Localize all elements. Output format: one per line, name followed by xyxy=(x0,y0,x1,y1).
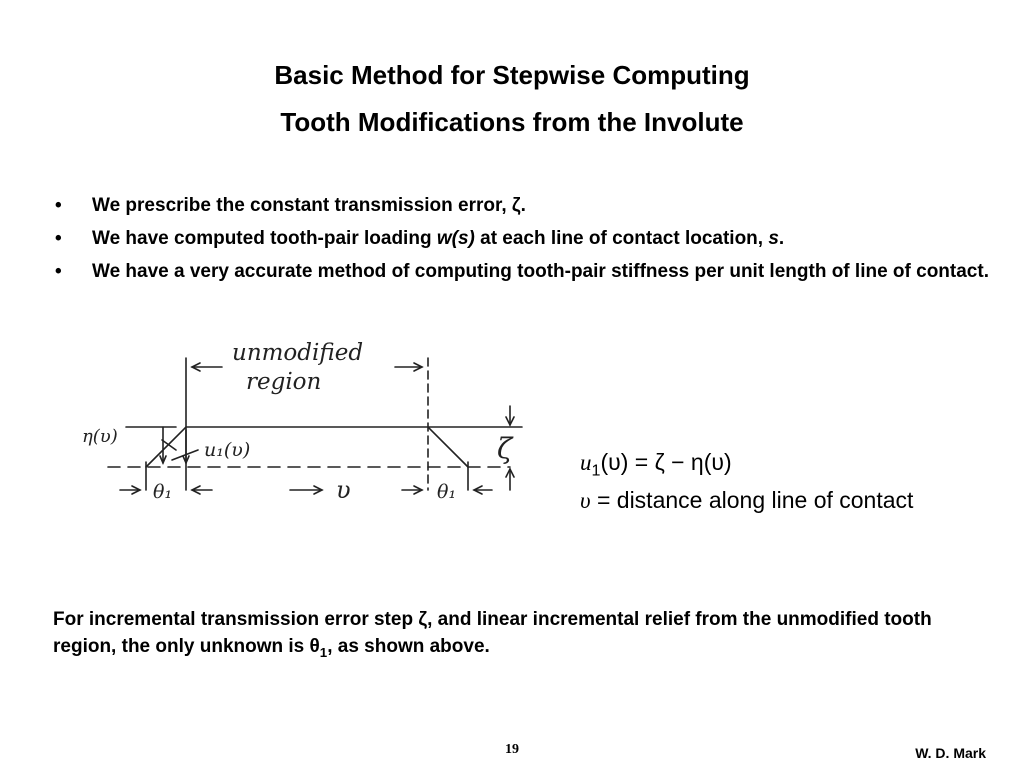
tooth-modification-diagram xyxy=(0,330,560,520)
label-u1: u₁(υ) xyxy=(204,439,251,461)
location-symbol: s xyxy=(768,228,779,249)
label-v: υ xyxy=(336,476,351,504)
page-number: 19 xyxy=(505,742,519,757)
loading-symbol: w(s) xyxy=(436,228,475,249)
label-unmodified: unmodified xyxy=(232,340,364,366)
label-theta-left: θ₁ xyxy=(153,481,173,503)
tooth-profile xyxy=(146,427,468,467)
bullet-marker: • xyxy=(55,195,62,216)
slide-title-line2: Tooth Modifications from the Involute xyxy=(280,107,744,137)
author-name: W. D. Mark xyxy=(915,745,986,761)
bullet-item: • We have computed tooth-pair loading w(s) at each line of contact location, s. xyxy=(52,225,992,252)
zeta-symbol: ζ xyxy=(511,195,521,216)
theta-symbol: θ xyxy=(309,636,320,657)
bullet-marker: • xyxy=(55,261,62,282)
bullet-item: • We prescribe the constant transmission error, ζ. xyxy=(52,192,992,219)
label-region: region xyxy=(246,369,322,395)
label-eta: η(υ) xyxy=(82,426,118,447)
label-theta-right: θ₁ xyxy=(437,481,457,503)
bullet-list xyxy=(52,192,992,291)
zeta-symbol: ζ xyxy=(418,609,428,630)
bullet-marker: • xyxy=(55,228,62,249)
bullet-item: • We have a very accurate method of computing tooth-pair stiffness per unit length of line of contact. xyxy=(52,258,992,285)
slide-title-line1: Basic Method for Stepwise Computing xyxy=(274,60,750,90)
conclusion-text: For incremental transmission error step ζ, and linear incremental relief from the unmodified tooth region, the only unknown is $\theta_1$, as shown above. xyxy=(53,609,932,660)
equation-u1: $u_1(\upsilon) = \zeta - \eta(\upsilon)$ xyxy=(580,449,732,480)
label-zeta: ζ xyxy=(497,432,513,465)
equation-v-definition: υ = distance along line of contact xyxy=(580,487,914,513)
